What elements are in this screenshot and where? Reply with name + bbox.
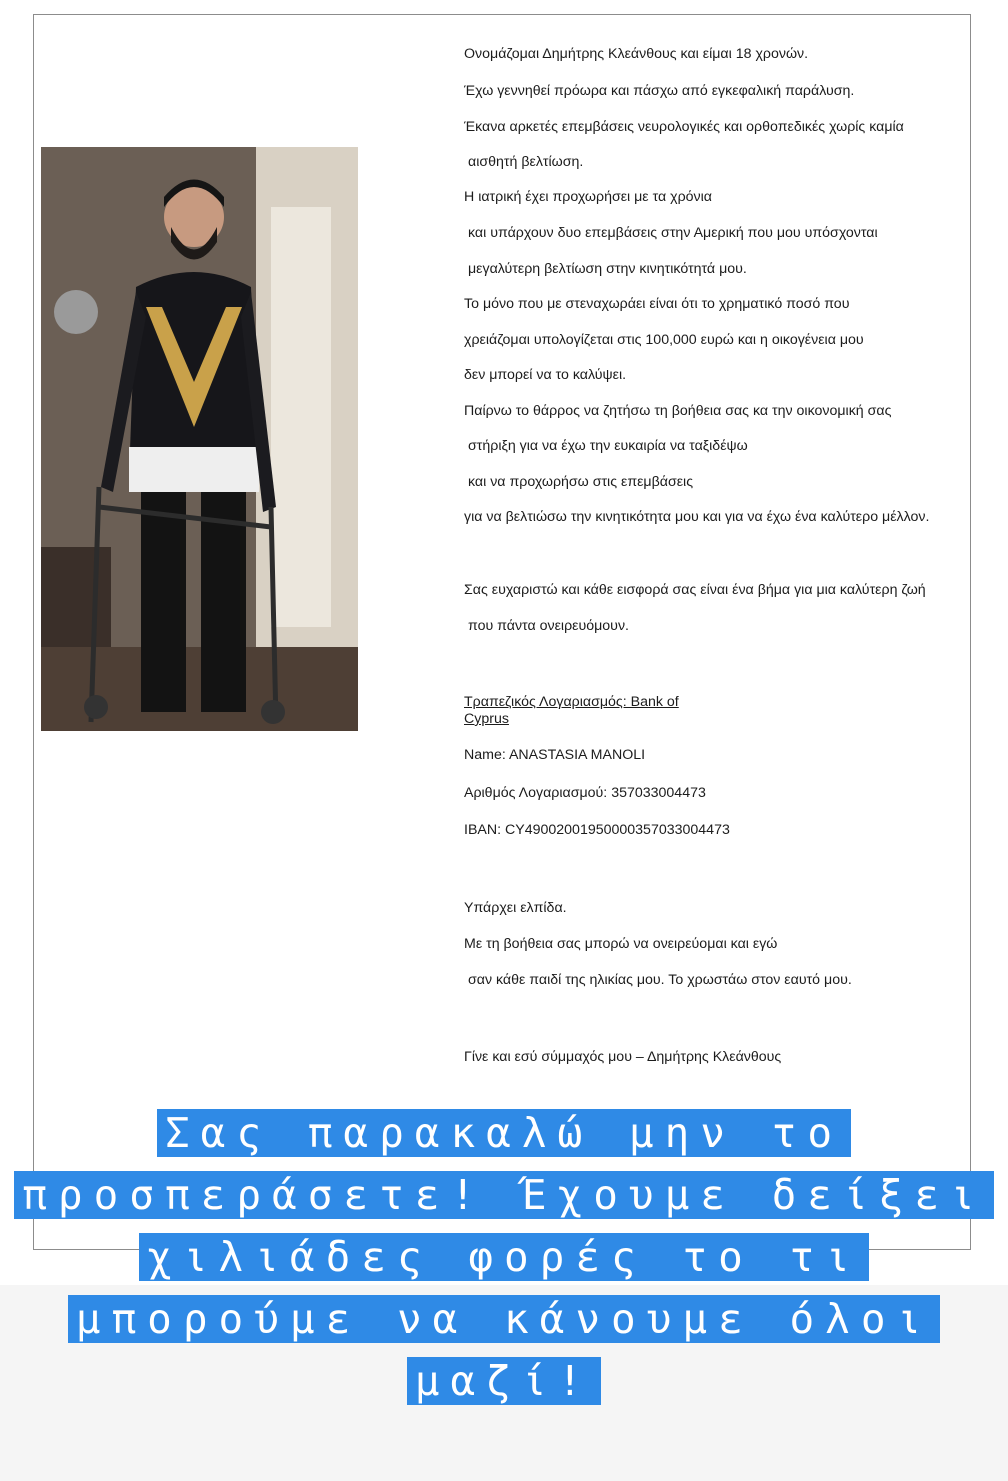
story-caption: [0, 1102, 1008, 1412]
doc-line-4: αισθητή βελτίωση.: [468, 154, 584, 170]
closing-line-2: Με τη βοήθεια σας μπορώ να ονειρεύομαι και εγώ: [464, 936, 778, 952]
doc-line-15: Σας ευχαριστώ και κάθε εισφορά σας είναι ένα βήμα για μια καλύτερη ζωή: [464, 582, 926, 598]
doc-line-1: Ονομάζομαι Δημήτρης Κλεάνθους και είμαι 18 χρονών.: [464, 46, 809, 62]
doc-line-13: και να προχωρήσω στις επεμβάσεις: [468, 474, 694, 490]
doc-line-10: δεν μπορεί να το καλύψει.: [464, 367, 627, 383]
closing-line-3: σαν κάθε παιδί της ηλικίας μου. Το χρωστάω στον εαυτό μου.: [468, 972, 852, 988]
closing-line-1: Υπάρχει ελπίδα.: [464, 900, 567, 916]
bank-iban: IBAN: CY49002001950000357033004473: [464, 822, 730, 838]
bank-holder-name: Name: ANASTASIA MANOLI: [464, 747, 646, 763]
signature-line: Γίνε και εσύ σύμμαχός μου – Δημήτρης Κλεάνθους: [464, 1049, 782, 1065]
doc-line-12: στήριξη για να έχω την ευκαιρία να ταξιδέψω: [468, 438, 748, 454]
doc-line-2: Έχω γεννηθεί πρόωρα και πάσχω από εγκεφαλική παράλυση.: [464, 83, 855, 99]
doc-line-7: μεγαλύτερη βελτίωση στην κινητικότητά μου.: [468, 261, 747, 277]
doc-line-3: Έκανα αρκετές επεμβάσεις νευρολογικές και ορθοπεδικές χωρίς καμία: [464, 119, 904, 135]
doc-line-5: Η ιατρική έχει προχωρήσει με τα χρόνια: [464, 189, 712, 205]
doc-line-6: και υπάρχουν δυο επεμβάσεις στην Αμερική που μου υπόσχονται: [468, 225, 878, 241]
doc-line-8: Το μόνο που με στεναχωράει είναι ότι το χρηματικό ποσό που: [464, 296, 850, 312]
story-caption-text: Σας παρακαλώ μην το προσπεράσετε! Έχουμε δείξει χιλιάδες φορές το τι μπορούμε να κάνουμε όλοι μαζί!: [14, 1109, 993, 1405]
doc-line-9: χρειάζομαι υπολογίζεται στις 100,000 ευρώ και η οικογένεια μου: [464, 332, 864, 348]
doc-line-14: για να βελτιώσω την κινητικότητα μου και για να έχω ένα καλύτερο μέλλον.: [464, 509, 930, 525]
doc-line-16: που πάντα ονειρευόμουν.: [468, 618, 629, 634]
bank-account-number: Αριθμός Λογαριασμού: 357033004473: [464, 785, 706, 801]
doc-line-11: Παίρνω το θάρρος να ζητήσω τη βοήθεια σας κα την οικονομική σας: [464, 403, 892, 419]
portrait-photo-illustration: [41, 147, 358, 731]
bank-account-title: Τραπεζικός Λογαριασμός: Bank of Cyprus: [464, 694, 679, 727]
portrait-photo: [41, 147, 358, 731]
